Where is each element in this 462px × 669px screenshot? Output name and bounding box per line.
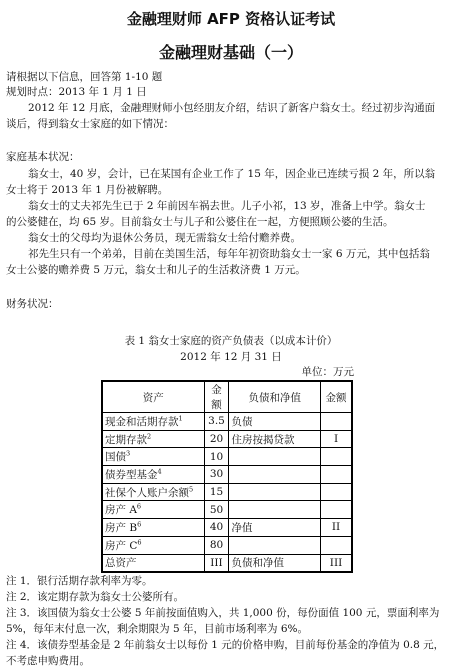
liability-cell (229, 536, 321, 554)
footnote-marker: 4 (157, 467, 162, 476)
table-row (102, 501, 352, 519)
instruction-line: 请根据以下信息，回答第 1-10 题 (6, 71, 163, 83)
table-row (102, 466, 352, 484)
finance-heading: 财务状况： (6, 298, 59, 310)
note-4-line-2: 不考虑申购费用。 (6, 655, 90, 667)
asset-cell (102, 430, 204, 448)
amount-cell-text: 30 (209, 468, 224, 481)
amount-cell-text: 10 (209, 450, 224, 463)
liability-cell (229, 554, 321, 572)
amount-cell (204, 554, 229, 572)
footnote-marker: 2 (147, 432, 152, 441)
liability-cell-text: 负债和净值 (231, 557, 284, 570)
liability-amount-cell (321, 501, 352, 519)
asset-cell (102, 466, 204, 484)
amount-cell-text: 20 (209, 433, 224, 446)
table-row (102, 430, 352, 448)
asset-cell-text: 房产 B (105, 521, 138, 534)
header-liabilities: 负债和净值 (229, 381, 321, 413)
intro-paragraph-line-2: 谈后，得到翁女士家庭的如下情况： (6, 118, 174, 130)
footnote-marker: 6 (137, 538, 142, 547)
table-row (102, 483, 352, 501)
footnote-marker: 1 (178, 414, 183, 423)
asset-cell (102, 483, 204, 501)
asset-cell (102, 554, 204, 572)
asset-cell-text: 定期存款 (105, 433, 147, 446)
asset-cell (102, 519, 204, 537)
liability-amount-cell-text: III (329, 556, 343, 569)
liability-cell-text: 负债 (231, 415, 253, 428)
amount-cell-text: 80 (209, 539, 224, 552)
family-paragraph-3: 翁女士的父母均为退休公务员，现无需翁女士给付赡养费。 (28, 232, 301, 244)
note-3-line-2: 5%，每年末付息一次，剩余期限为 5 年，目前市场利率为 6%。 (6, 623, 309, 635)
footnote-marker: 5 (189, 485, 194, 494)
liability-amount-cell (321, 466, 352, 484)
liability-cell (229, 483, 321, 501)
amount-cell (204, 430, 229, 448)
liability-cell (229, 466, 321, 484)
table-unit: 单位：万元 (301, 366, 354, 378)
footnote-marker: 3 (126, 449, 131, 458)
liability-cell-text: 住房按揭贷款 (231, 433, 295, 446)
table-row (102, 554, 352, 572)
asset-cell-text: 现金和活期存款 (105, 415, 179, 428)
asset-cell (102, 413, 204, 431)
planning-date-line: 规划时点：2013 年 1 月 1 日 (6, 86, 147, 98)
table-row (102, 448, 352, 466)
intro-paragraph-line-1: 2012 年 12 月底，金融理财师小包经朋友介绍，结识了新客户翁女士。经过初步沟通面 (28, 102, 436, 114)
table-caption: 表 1 翁女士家庭的资产负债表（以成本计价） (124, 335, 338, 347)
liability-amount-cell (321, 413, 352, 431)
amount-cell-text: 15 (209, 486, 224, 499)
liability-cell (229, 501, 321, 519)
liability-cell (229, 430, 321, 448)
table-date: 2012 年 12 月 31 日 (180, 351, 282, 363)
header-liab-amount: 金额 (321, 381, 352, 413)
asset-cell-text: 社保个人账户余额 (105, 486, 189, 499)
asset-cell-text: 房产 A (105, 504, 137, 517)
note-3-line-1: 注 3．该国债为翁女士公婆 5 年前按面值购入，共 1,000 份，每份面值 100 元，票面利率为 (6, 607, 440, 619)
liability-amount-cell (321, 430, 352, 448)
asset-cell-text: 国债 (105, 451, 126, 464)
note-1: 注 1．银行活期存款利率为零。 (6, 575, 153, 587)
amount-cell (204, 466, 229, 484)
amount-cell-text: 3.5 (208, 415, 225, 428)
family-paragraph-4-line-1: 祁先生只有一个弟弟，目前在美国生活，每年年初资助翁女士一家 6 万元，其中包括翁 (28, 248, 430, 260)
family-paragraph-4-line-2: 女士公婆的赡养费 5 万元，翁女士和儿子的生活救济费 1 万元。 (6, 264, 306, 276)
liability-amount-cell (321, 483, 352, 501)
liability-amount-cell (321, 536, 352, 554)
family-paragraph-2-line-2: 的公婆健在，均 65 岁。目前翁女士与儿子和公婆住在一起，方便照顾公婆的生活。 (6, 216, 394, 228)
liability-cell (229, 413, 321, 431)
asset-cell-text: 债券型基金 (105, 468, 158, 481)
footnote-marker: 6 (137, 520, 142, 529)
asset-cell-text: 房产 C (105, 539, 138, 552)
asset-cell (102, 501, 204, 519)
amount-cell-text: 50 (209, 503, 224, 516)
amount-cell (204, 448, 229, 466)
header-amount: 金额 (204, 381, 229, 413)
family-paragraph-1-line-2: 女士将于 2013 年 1 月份被解聘。 (6, 184, 169, 196)
exam-title: 金融理财师 AFP 资格认证考试 (126, 10, 336, 28)
liability-amount-cell-text: II (331, 521, 341, 534)
asset-cell-text: 总资产 (105, 557, 137, 570)
table-row (102, 413, 352, 431)
note-4-line-1: 注 4．该债券型基金是 2 年前翁女士以每份 1 元的价格申购，目前每份基金的净值为 0.8 元， (6, 639, 445, 651)
note-2: 注 2．该定期存款为翁女士公婆所有。 (6, 591, 185, 603)
section-title: 金融理财基础（一） (158, 43, 303, 62)
family-heading: 家庭基本状况： (6, 151, 80, 163)
amount-cell-text: III (210, 556, 223, 569)
amount-cell (204, 501, 229, 519)
liability-cell-text: 净值 (231, 521, 253, 534)
family-paragraph-2-line-1: 翁女士的丈夫祁先生已于 2 年前因车祸去世。儿子小祁，13 岁，准备上中学。翁女士 (28, 200, 426, 212)
header-asset: 资产 (102, 381, 204, 413)
liability-amount-cell-text: I (333, 433, 339, 446)
family-paragraph-1-line-1: 翁女士，40 岁，会计，已在某国有企业工作了 15 年，因企业已连续亏损 2 年，所以翁 (28, 168, 436, 180)
table-row (102, 519, 352, 537)
table-header-row (102, 381, 352, 413)
balance-sheet-table (101, 380, 353, 573)
asset-cell (102, 448, 204, 466)
liability-amount-cell (321, 554, 352, 572)
amount-cell (204, 536, 229, 554)
footnote-marker: 6 (136, 502, 142, 511)
table-row (102, 536, 352, 554)
amount-cell (204, 483, 229, 501)
amount-cell (204, 413, 229, 431)
amount-cell-text: 40 (209, 521, 224, 534)
liability-amount-cell (321, 448, 352, 466)
liability-cell (229, 448, 321, 466)
liability-cell (229, 519, 321, 537)
asset-cell (102, 536, 204, 554)
liability-amount-cell (321, 519, 352, 537)
amount-cell (204, 519, 229, 537)
